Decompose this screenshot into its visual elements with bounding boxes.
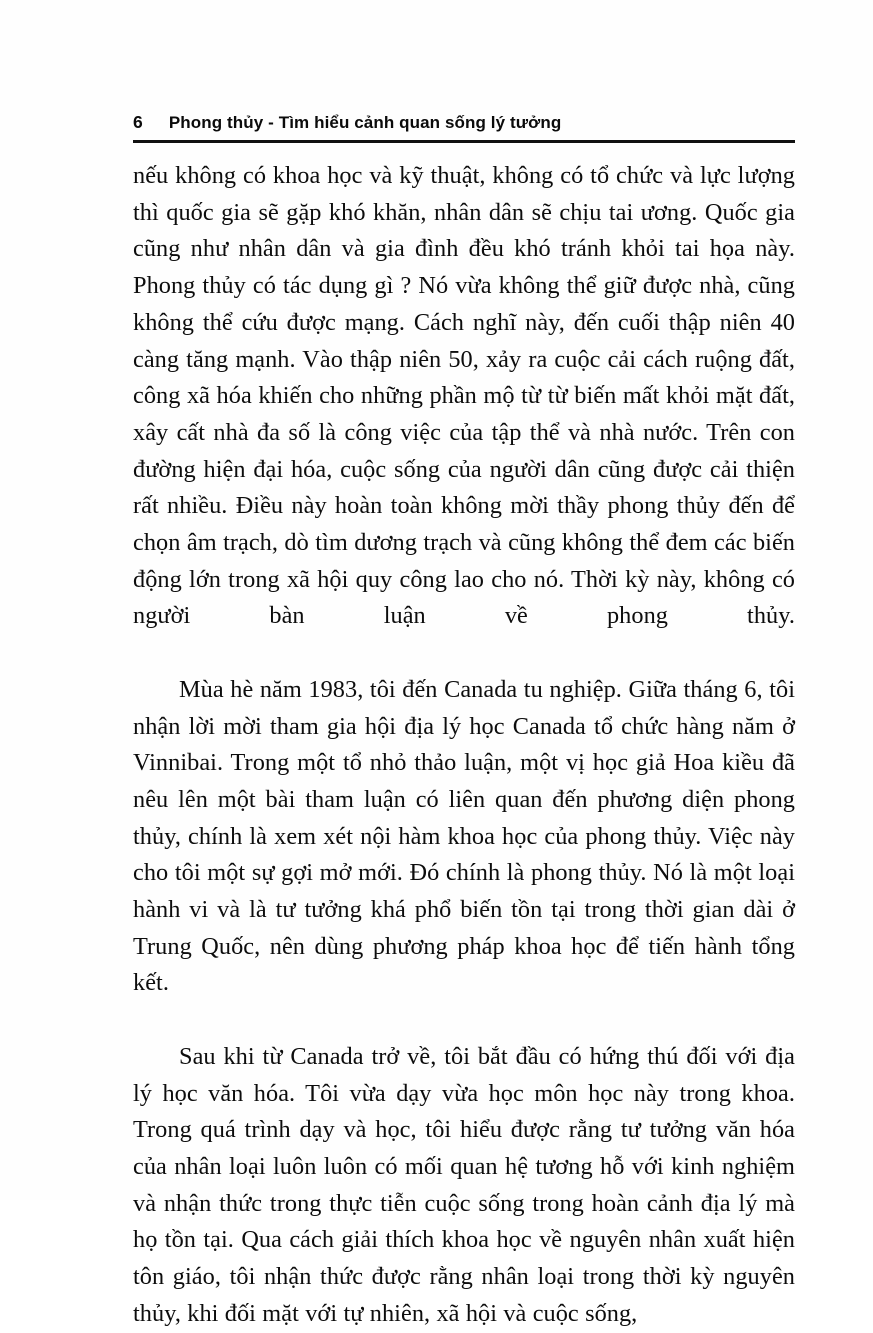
paragraph-1: nếu không có khoa học và kỹ thuật, không có tổ chức và lực lượng thì quốc gia sẽ gặp khó khăn, nhân dân sẽ chịu tai ương. Quốc gia cũng như nhân dân và gia đình đều khó tránh khỏi tai họa này. Phong thủy có tác dụng gì ? Nó vừa không thể giữ được nhà, cũng không thể cứu được mạng. Cách nghĩ này, đến cuối thập niên 40 càng tăng mạnh. Vào thập niên 50, xảy ra cuộc cải cách ruộng đất, công xã hóa khiến cho những phần mộ từ từ biến mất khỏi mặt đất, xây cất nhà đa số là công việc của tập thể và nhà nước. Trên con đường hiện đại hóa, cuộc sống của người dân cũng được cải thiện rất nhiều. Điều này hoàn toàn không mời thầy phong thủy đến để chọn âm trạch, dò tìm dương trạch và cũng không thể đem các biến động lớn trong xã hội quy công lao cho nó. Thời kỳ này, không có người bàn luận về phong thủy. bbox=[133, 162, 795, 630]
header-rule-divider bbox=[133, 140, 795, 143]
body-text-block bbox=[133, 158, 795, 1333]
running-head-title: Phong thủy - Tìm hiểu cảnh quan sống lý tưởng bbox=[168, 113, 562, 132]
running-head bbox=[133, 112, 795, 133]
paragraph-3: Sau khi từ Canada trở về, tôi bắt đầu có hứng thú đối với địa lý học văn hóa. Tôi vừa dạy vừa học môn học này trong khoa. Trong quá trình dạy và học, tôi hiểu được rằng tư tưởng văn hóa của nhân loại luôn luôn có mối quan hệ tương hỗ với kinh nghiệm và nhận thức trong thực tiễn cuộc sống trong hoàn cảnh địa lý mà họ tồn tại. Qua cách giải thích khoa học về nguyên nhân xuất hiện tôn giáo, tôi nhận thức được rằng nhân loại trong thời kỳ nguyên thủy, khi đối mặt với tự nhiên, xã hội và cuộc sống, bbox=[133, 1042, 795, 1327]
paragraph-2: Mùa hè năm 1983, tôi đến Canada tu nghiệp. Giữa tháng 6, tôi nhận lời mời tham gia hội địa lý học Canada tổ chức hàng năm ở Vinnibai. Trong một tổ nhỏ thảo luận, một vị học giả Hoa kiều đã nêu lên một bài tham luận có liên quan đến phương diện phong thủy, chính là xem xét nội hàm khoa học của phong thủy. Việc này cho tôi một sự gợi mở mới. Đó chính là phong thủy. Nó là một loại hành vi và là tư tưởng khá phổ biến tồn tại trong thời gian dài ở Trung Quốc, nên dùng phương pháp khoa học để tiến hành tổng kết. bbox=[133, 675, 795, 997]
page-number: 6 bbox=[133, 112, 143, 132]
